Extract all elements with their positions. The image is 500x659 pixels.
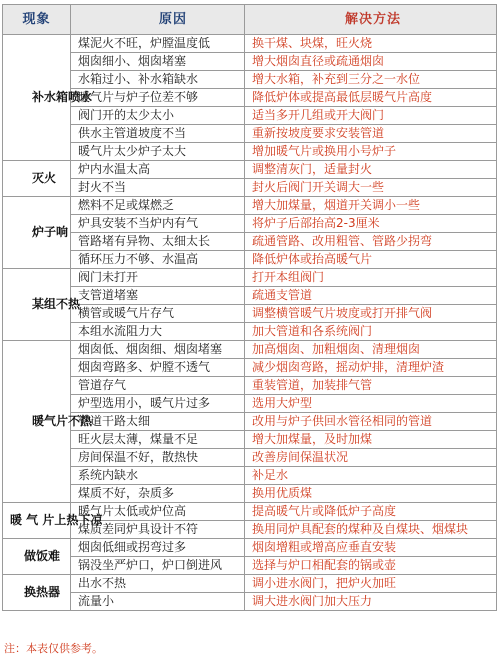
- table-row: [3, 323, 497, 341]
- solution-cell: 增大水箱，补充到三分之一水位: [245, 71, 497, 89]
- phenomenon-cell: [3, 539, 71, 575]
- table-row: [3, 557, 497, 575]
- cause-cell: 炉内水温太高: [71, 161, 245, 179]
- phenomenon-cell: [3, 575, 71, 611]
- cause-cell: 房间保温不好，散热快: [71, 449, 245, 467]
- solution-cell: 重新按坡度要求安装管道: [245, 125, 497, 143]
- solution-cell: 加高烟囱、加粗烟囱、清理烟囱: [245, 341, 497, 359]
- phenomenon-label: 灭火: [32, 171, 57, 185]
- table-row: [3, 395, 497, 413]
- cause-cell: 暖气片太少炉子太大: [71, 143, 245, 161]
- cause-cell: 暖气片与炉子位差不够: [71, 89, 245, 107]
- solution-cell: 适当多开几组或开大阀门: [245, 107, 497, 125]
- cause-cell: 管路堵有异物、太细太长: [71, 233, 245, 251]
- solution-cell: 选择与炉口相配套的锅或壶: [245, 557, 497, 575]
- header-solution: 解决方法: [245, 5, 497, 35]
- table-row: [3, 575, 497, 593]
- cause-cell: 锅没坐严炉口，炉口倒进风: [71, 557, 245, 575]
- solution-cell: 疏通支管道: [245, 287, 497, 305]
- cause-cell: 煤泥火不旺，炉膛温度低: [71, 35, 245, 53]
- solution-cell: 补足水: [245, 467, 497, 485]
- solution-cell: 提高暖气片或降低炉子高度: [245, 503, 497, 521]
- table-row: [3, 593, 497, 611]
- table-row: [3, 161, 497, 179]
- table-row: [3, 197, 497, 215]
- cause-cell: 管道存气: [71, 377, 245, 395]
- table-row: [3, 215, 497, 233]
- solution-cell: 选用大炉型: [245, 395, 497, 413]
- cause-cell: 供水主管道坡度不当: [71, 125, 245, 143]
- solution-cell: 改用与炉子供回水管径相同的管道: [245, 413, 497, 431]
- table-row: [3, 35, 497, 53]
- cause-cell: 炉型选用小，暖气片过多: [71, 395, 245, 413]
- solution-cell: 改善房间保温状况: [245, 449, 497, 467]
- table-row: [3, 179, 497, 197]
- solution-cell: 将炉子后部抬高2-3厘米: [245, 215, 497, 233]
- solution-cell: 换干煤、块煤，旺火烧: [245, 35, 497, 53]
- table-header: [3, 5, 497, 35]
- cause-cell: 本组水流阻力大: [71, 323, 245, 341]
- table-row: [3, 377, 497, 395]
- table-row: [3, 341, 497, 359]
- cause-cell: 烟囱弯路多、炉膛不透气: [71, 359, 245, 377]
- phenomenon-cell: [3, 161, 71, 197]
- table-row: [3, 107, 497, 125]
- cause-cell: 支管道堵塞: [71, 287, 245, 305]
- table-row: [3, 233, 497, 251]
- solution-cell: 增大加煤量，及时加煤: [245, 431, 497, 449]
- cause-cell: 烟囱细小、烟囱堵塞: [71, 53, 245, 71]
- cause-cell: 炉具安装不当炉内有气: [71, 215, 245, 233]
- cause-cell: 出水不热: [71, 575, 245, 593]
- solution-cell: 换用同炉具配套的煤种及自煤块、烟煤块: [245, 521, 497, 539]
- phenomenon-label: 某组不热: [32, 297, 81, 311]
- solution-cell: 加大管道和各系统阀门: [245, 323, 497, 341]
- table-row: [3, 71, 497, 89]
- phenomenon-cell: [3, 341, 93, 503]
- cause-cell: 封火不当: [71, 179, 245, 197]
- solution-cell: 换用优质煤: [245, 485, 497, 503]
- phenomenon-cell: [3, 197, 71, 269]
- table-row: [3, 125, 497, 143]
- table-row: [3, 431, 497, 449]
- header-row: [3, 5, 497, 35]
- table-row: [3, 143, 497, 161]
- cause-cell: 水箱过小、补水箱缺水: [71, 71, 245, 89]
- cause-cell: 阀门开的太少太小: [71, 107, 245, 125]
- table-row: [3, 251, 497, 269]
- solution-cell: 封火后阀门开关调大一些: [245, 179, 497, 197]
- phenomenon-label: 暖 气 片上热下凉: [10, 513, 103, 527]
- cause-cell: 流量小: [71, 593, 245, 611]
- phenomenon-cell: [3, 503, 103, 539]
- solution-cell: 增大加煤量，烟道开关调小一些: [245, 197, 497, 215]
- cause-cell: 系统内缺水: [71, 467, 245, 485]
- cause-cell: 阀门未打开: [71, 269, 245, 287]
- header-phenomenon: 现象: [3, 5, 71, 35]
- cause-cell: 横管或暖气片存气: [71, 305, 245, 323]
- solution-cell: 降低炉体或提高最低层暖气片高度: [245, 89, 497, 107]
- solution-cell: 重装管道，加装排气管: [245, 377, 497, 395]
- solution-cell: 调整清灰门，适量封火: [245, 161, 497, 179]
- footnote: 注：本表仅供参考。: [4, 642, 103, 655]
- solution-cell: 增大烟囱直径或疏通烟囱: [245, 53, 497, 71]
- phenomenon-label: 做饭难: [23, 549, 60, 563]
- table-row: [3, 449, 497, 467]
- table-row: [3, 467, 497, 485]
- phenomenon-label: 炉子响: [32, 225, 69, 239]
- table-row: [3, 359, 497, 377]
- cause-cell: 煤质差同炉具设计不符: [71, 521, 245, 539]
- solution-cell: 疏通管路、改用粗管、管路少拐弯: [245, 233, 497, 251]
- solution-cell: 调小进水阀门，把炉火加旺: [245, 575, 497, 593]
- table-row: [3, 539, 497, 557]
- solution-cell: 调大进水阀门加大压力: [245, 593, 497, 611]
- phenomenon-label: 换热器: [23, 585, 60, 599]
- cause-cell: 旺火层太薄，煤量不足: [71, 431, 245, 449]
- table-row: [3, 485, 497, 503]
- troubleshooting-table: [2, 4, 497, 611]
- phenomenon-label: 暖气片不热: [32, 414, 93, 428]
- solution-cell: 增加暖气片或换用小号炉子: [245, 143, 497, 161]
- cause-cell: 烟囱低细或拐弯过多: [71, 539, 245, 557]
- phenomenon-cell: [3, 269, 81, 341]
- solution-cell: 调整横管暖气片坡度或打开排气阀: [245, 305, 497, 323]
- solution-cell: 减少烟囱弯路，摇动炉排，清理炉渣: [245, 359, 497, 377]
- header-cause: 原因: [71, 5, 245, 35]
- solution-cell: 烟囱增粗或增高应垂直安装: [245, 539, 497, 557]
- cause-cell: 烟囱低、烟囱细、烟囱堵塞: [71, 341, 245, 359]
- table-row: [3, 53, 497, 71]
- phenomenon-label: 补水箱喷水: [32, 90, 93, 104]
- solution-cell: 打开本组阀门: [245, 269, 497, 287]
- table-row: [3, 503, 497, 521]
- cause-cell: 管道干路太细: [71, 413, 245, 431]
- cause-cell: 暖气片太低或炉位高: [71, 503, 245, 521]
- solution-cell: 降低炉体或抬高暖气片: [245, 251, 497, 269]
- phenomenon-cell: [3, 35, 93, 161]
- table-body: [3, 35, 497, 611]
- table-row: [3, 269, 497, 287]
- cause-cell: 煤质不好，杂质多: [71, 485, 245, 503]
- cause-cell: 燃料不足或煤燃乏: [71, 197, 245, 215]
- cause-cell: 循环压力不够、水温高: [71, 251, 245, 269]
